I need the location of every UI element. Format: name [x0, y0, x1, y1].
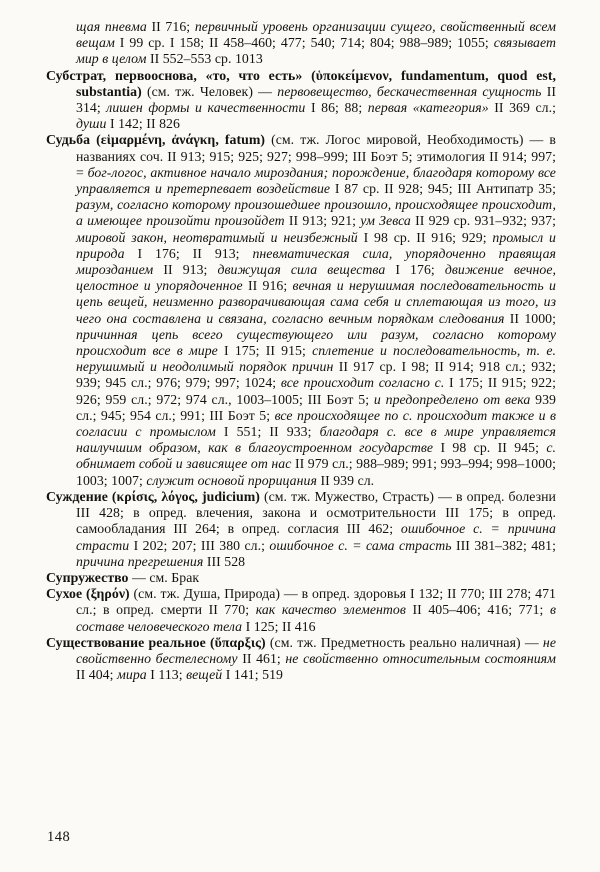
- entry-definition: благодаря с. все в мире управляется наилучшим образом, как в благоустроенном государстве: [76, 424, 557, 456]
- entry-definition: вещей: [186, 667, 226, 683]
- entry-definition: связывает мир в целом: [76, 35, 557, 67]
- entry-definition: мировой закон, неотвратимый и неизбежный: [76, 229, 364, 245]
- entry-references: III 528: [206, 553, 246, 569]
- entry-references: (см. тж. Человек) —: [146, 83, 278, 99]
- entry-definition: и предопределено от века: [373, 391, 536, 407]
- entry-definition: ум Зевса: [360, 213, 416, 229]
- entry-references: II 369 сл.;: [494, 100, 556, 116]
- entry-headword: Супружество: [46, 569, 132, 585]
- index-entry-substrat: [46, 68, 556, 133]
- entry-references: II 913;: [163, 262, 218, 278]
- entry-definition: в составе человеческого тела: [76, 602, 557, 634]
- entry-references: II 405–406; 416; 771;: [412, 602, 550, 618]
- entry-references: I 99 ср. I 158; II 458–460; 477; 540; 714; 804; 988–989; 1055;: [119, 35, 494, 51]
- entry-references: II 979 сл.; 988–989; 991; 993–994; 998–1000; 1003; 1007;: [76, 456, 556, 488]
- index-entry-sudba: [46, 132, 556, 488]
- entry-references: I 175; II 915; 922; 926; 959 сл.; 972; 974 сл., 1003–1005; III Боэт 5;: [76, 375, 557, 407]
- entry-references: I 98 ср. II 916; 929;: [363, 229, 493, 245]
- entry-definition: движущая сила вещества: [217, 262, 396, 278]
- entry-definition: бог-логос, активное начало мироздания; порождение, благодаря которому все управляется и претерпевает воздействие: [76, 164, 556, 197]
- entry-headword: Судьба (εἱμαρμένη, ἀνάγκη, fatum): [46, 132, 272, 148]
- entry-definition: с. обнимает собой и зависящее от нас: [76, 440, 556, 472]
- entry-references: II 716;: [151, 19, 195, 34]
- entry-definition: лишен формы и качественности: [106, 100, 311, 116]
- page-number: 148: [47, 829, 71, 845]
- entry-definition: щая пневма: [76, 19, 152, 34]
- entry-definition: не свойственно относительным состояниям: [285, 650, 556, 666]
- entry-headword: Суждение (κρίσις, λόγος, judicium): [46, 488, 264, 504]
- entry-references: I 98 ср. II 945;: [440, 440, 547, 456]
- entry-references: — см. Брак: [132, 569, 200, 585]
- entry-references: II 939 сл.: [320, 472, 375, 488]
- entry-references: I 87 ср. II 928; 945; III Антипатр 35;: [334, 181, 557, 197]
- entry-definition: движение вечное, целостное и упорядоченное: [76, 262, 557, 294]
- entry-references: I 175; II 915;: [224, 343, 313, 359]
- entry-headword: Сухое (ξηρόν): [46, 586, 134, 602]
- entry-references: III 381–382; 481;: [456, 537, 556, 553]
- entry-references: II 314;: [76, 83, 556, 116]
- entry-references: I 113;: [150, 667, 187, 683]
- entry-definition: мира: [117, 667, 151, 683]
- entry-definition: ошибочное с. = сама страсть: [269, 537, 456, 553]
- entry-definition: души: [76, 116, 110, 132]
- index-entry-supruzhestvo: [46, 570, 556, 586]
- index-entry-sushchestvovanie-realnoe: [46, 635, 556, 684]
- index-entries: [46, 19, 556, 683]
- entry-references: II 1000;: [509, 310, 556, 326]
- entry-headword: Субстрат, первооснова, «то, что есть» (ὑποκείμενον, fundamentum, quod est, substantia): [46, 67, 556, 99]
- entry-references: 939 сл.; 945; 954 сл.; 991; III Боэт 5;: [76, 391, 556, 423]
- entry-definition: сплетение и последовательность, т. е. нерушимый и неодолимый порядок причин: [76, 343, 557, 375]
- index-entry-suzhdenie: [46, 489, 556, 570]
- entry-definition: служит основой прорицания: [146, 472, 321, 488]
- entry-references: (см. тж. Предметность реально наличная) —: [269, 634, 543, 650]
- entry-definition: все происходит согласно с.: [280, 375, 450, 391]
- entry-references: I 142; II 826: [109, 116, 180, 132]
- entry-definition: пневматическая сила, упорядоченно правящая мирозданием: [76, 245, 557, 278]
- entry-references: I 141; 519: [225, 667, 283, 683]
- entry-references: I 86; 88;: [310, 100, 368, 116]
- entry-definition: первичный уровень организации сущего, свойственный всем вещам: [76, 19, 556, 51]
- entry-references: (см. тж. Душа, Природа) — в опред. здоровья I 132; II 770; III 278; 471 сл.; в опред. смерти II 770;: [76, 586, 556, 618]
- entry-definition: первовещество, бескачественная сущность: [277, 83, 547, 99]
- entry-definition: вечная и нерушимая последовательность и цепь вещей, неизменно разворачивающая сама себя и сплетающая из того, из чего она составлена и связана, согласно вечным порядкам следования: [76, 278, 556, 326]
- entry-references: II 552–553 ср. 1013: [149, 51, 263, 67]
- entry-headword: Существование реальное (ὕπαρξις): [46, 634, 270, 650]
- entry-definition: не свойственно бестелесному: [76, 634, 556, 666]
- entry-definition: причина прегрешения: [76, 553, 207, 569]
- entry-definition: разум, согласно которому произошедшее произошло, происходящее происходит, а имеющее произойти произойдет: [76, 197, 556, 229]
- entry-references: I 202; 207; III 380 сл.;: [133, 537, 270, 553]
- entry-definition: причинная цепь всего существующего или разум, согласно которому происходит все в мире: [76, 326, 556, 359]
- index-entry-sukhoe: [46, 586, 556, 635]
- entry-references: I 125; II 416: [245, 618, 316, 634]
- entry-references: II 913; 921;: [288, 213, 361, 229]
- entry-definition: все происходящее по с. происходит также и в согласии с промыслом: [76, 407, 556, 440]
- entry-references: (см. тж. Логос мировой, Необходимость) — в названиях соч. II 913; 915; 925; 927; 998–999; III Боэт 5; этимология II 914; 997; =: [76, 132, 556, 180]
- entry-definition: как качество элементов: [255, 602, 413, 618]
- entry-references: I 551; II 933;: [223, 424, 320, 440]
- entry-definition: первая «категория»: [367, 100, 495, 116]
- entry-references: I 176; II 913;: [137, 245, 253, 261]
- entry-references: II 916;: [247, 278, 293, 294]
- entry-references: I 176;: [395, 262, 445, 278]
- entry-references: II 461;: [242, 650, 286, 666]
- entry-references: II 917 ср. I 98; II 914; 918 сл.; 932; 939; 945 сл.; 976; 979; 997; 1024;: [76, 359, 556, 391]
- entry-references: II 404;: [76, 667, 118, 683]
- index-entry-pnevma-continuation: [46, 19, 556, 68]
- entry-references: II 929 ср. 931–932; 937;: [415, 213, 557, 229]
- entry-definition: ошибочное с. = причина страсти: [76, 521, 556, 553]
- entry-definition: промысл и природа: [76, 229, 557, 261]
- entry-references: (см. тж. Мужество, Страсть) — в опред. болезни III 428; в опред. влечения, закона и осмотрительности III 175; в опред. самообладания III 264; в опред. согласия III 462;: [76, 488, 556, 537]
